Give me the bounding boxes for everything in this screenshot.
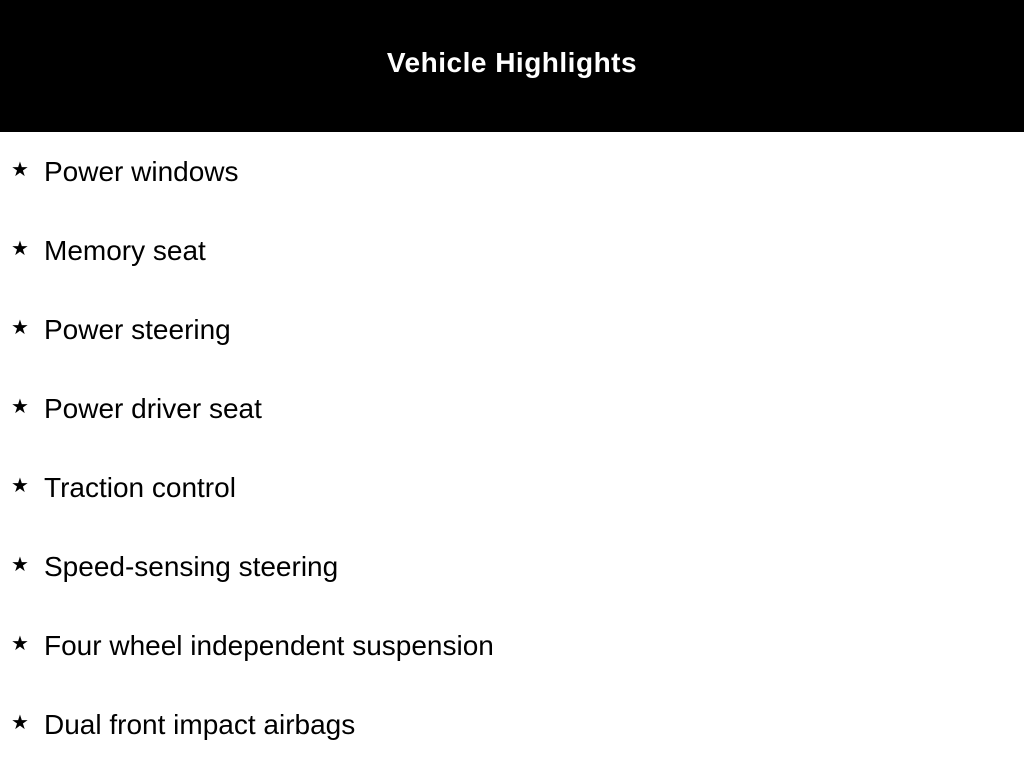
- star-icon: ★: [11, 473, 29, 497]
- star-icon: ★: [11, 394, 29, 418]
- page-title: Vehicle Highlights: [386, 47, 638, 78]
- list-item-label: Power steering: [44, 314, 231, 345]
- list-item-label: Speed-sensing steering: [44, 551, 339, 582]
- list-item: [0, 606, 1024, 685]
- star-icon: ★: [11, 157, 29, 181]
- star-icon: ★: [11, 552, 29, 576]
- header-bar: [0, 0, 1024, 132]
- list-item: [0, 369, 1024, 448]
- star-icon: ★: [11, 710, 29, 734]
- list-item-label: Power windows: [44, 156, 239, 187]
- list-item: [0, 211, 1024, 290]
- list-item-label: Memory seat: [44, 235, 206, 266]
- list-item-label: Power driver seat: [44, 393, 262, 424]
- list-item: [0, 290, 1024, 369]
- list-item: [0, 685, 1024, 764]
- list-item: [0, 527, 1024, 606]
- highlights-list: [0, 132, 1024, 764]
- star-icon: ★: [11, 236, 29, 260]
- list-item-label: Traction control: [44, 472, 236, 503]
- list-item: [0, 132, 1024, 211]
- list-item-label: Dual front impact airbags: [44, 709, 356, 740]
- star-icon: ★: [11, 631, 29, 655]
- star-icon: ★: [11, 315, 29, 339]
- list-item-label: Four wheel independent suspension: [44, 630, 494, 661]
- list-item: [0, 448, 1024, 527]
